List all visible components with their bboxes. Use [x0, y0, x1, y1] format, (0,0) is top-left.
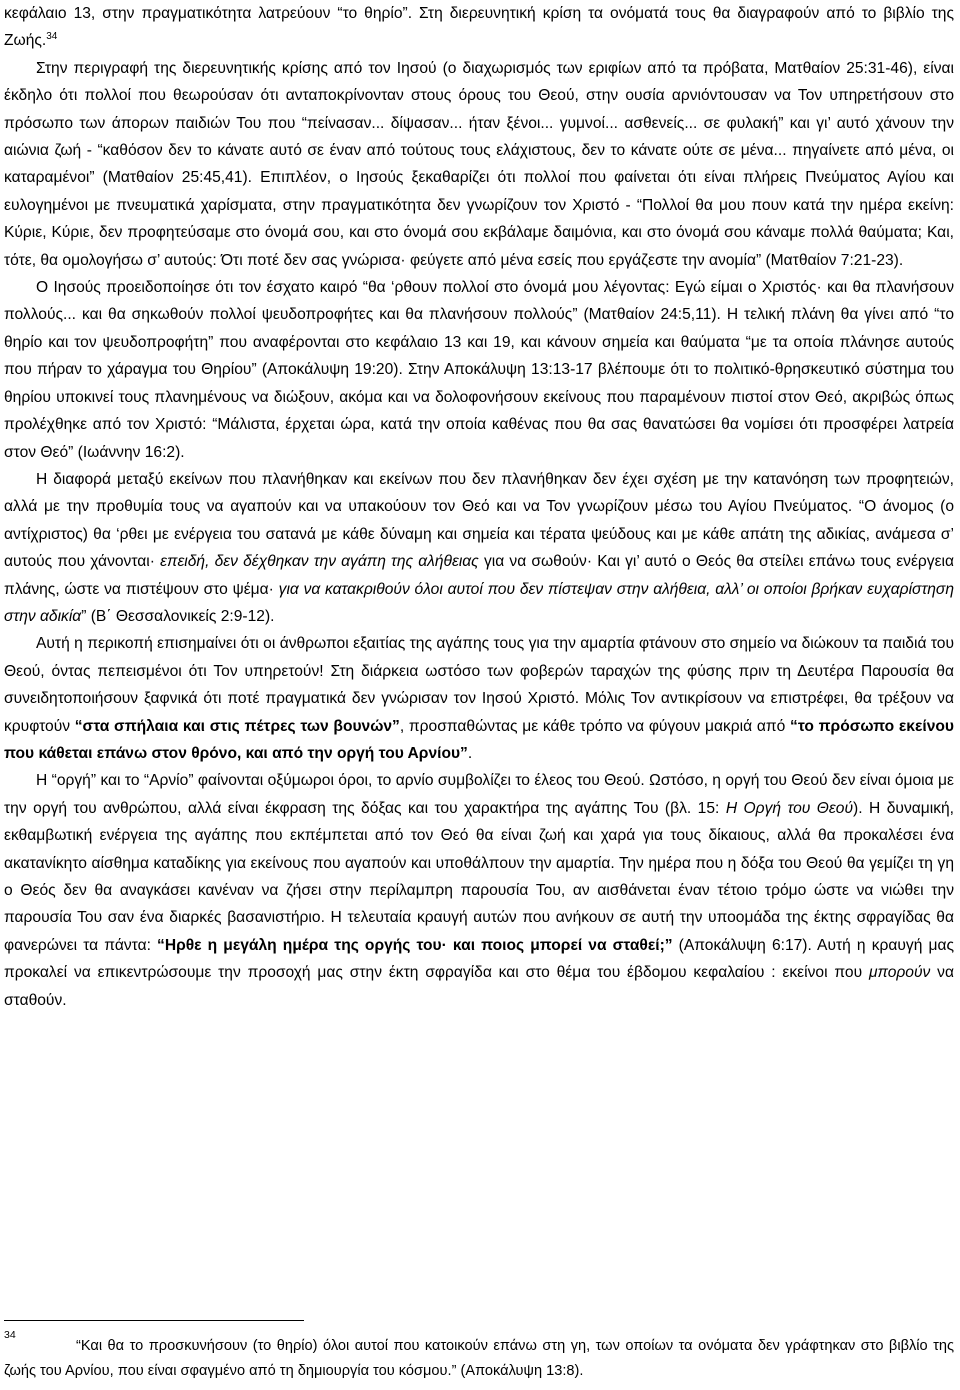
text-run: Η διαφορά μεταξύ εκείνων που πλανήθηκαν και εκείνων που δεν πλανήθηκαν δεν έχει σχέση με την κατανόηση των προφητειών, αλλά με την προθυμία τους να αγαπούν και να υπακούουν τον Θεό και να Τον γνωρίζουν μέσω του Αγίου Πνεύματος. “Ο άνομος (ο αντίχριστος) θα ‘ρθει με ενέργεια του σατανά με κάθε δύναμη και σημεία και τέρατα ψεύδους και με κάθε απάτη της αδικίας, ανάμεσα σ’ αυτούς που χάνονται·	[4, 470, 954, 571]
text-run: (Αποκάλυψη 6:17). Αυτή η κραυγή μας προκαλεί να επικεντρώσουμε την προσοχή μας στην έκτη σφραγίδα και στο θέμα του έβδομου κεφαλαίου : εκείνοι που	[4, 936, 954, 982]
text-run: να σταθούν.	[4, 964, 954, 1009]
text-run: .	[467, 744, 473, 762]
footnote	[4, 1328, 954, 1384]
italic-text: Η Οργή του Θεού	[725, 799, 854, 817]
italic-text: για να κατακριθούν όλοι αυτοί που δεν πίστεψαν στην αλήθεια, αλλ’ οι οποίοι βρήκαν ευχαρίστηση στην αδικία	[4, 580, 954, 625]
text-run: , προσπαθώντας με κάθε τρόπο να φύγουν μακριά από	[399, 717, 791, 735]
footnote-text: “Και θα το προσκυνήσουν (το θηρίο) όλοι αυτοί που κατοικούν επάνω στη γη, των οποίων τα ονόματα δεν γράφτηκαν στο βιβλίο της ζωής του Αρνίου, που είναι σφαγμένο από τη δημιουργία του κόσμου.” (Αποκάλυψη 13:8).	[4, 1338, 954, 1379]
text-run: Η “οργή” και το “Αρνίο” φαίνονται οξύμωροι όροι, το αρνίο συμβολίζει το έλεος του Θεού. Ωστόσο, η οργή του Θεού δεν είναι όμοια με την οργή του ανθρώπου, αλλά είναι έκφραση της δόξας και του χαρακτήρα της αγάπης Του (βλ. 15:	[4, 772, 954, 817]
paragraph	[4, 466, 954, 630]
text-run: Αυτή η περικοπή επισημαίνει ότι οι άνθρωποι εξαιτίας της αγάπης τους για την αμαρτία φτάνουν στο σημείο να διώκουν τα παιδιά του Θεού, όντας πεπεισμένοι ότι Τον υπηρετούν! Στη διάρκεια ωστόσο των φοβερών ταραχών της φύσης πριν τη Δευτέρα Παρουσία θα συνειδητοποιήσουν ξαφνικά ότι ποτέ πραγματικά δεν γνώρισαν τον Ιησού Χριστό. Μόλις Τον αντικρίσουν να επιστρέφει, θα τρέξουν να κρυφτούν	[4, 635, 954, 735]
text-run: για να σωθούν· Και γι’ αυτό ο Θεός θα στείλει επάνω τους ενέργεια πλάνης, ώστε να πιστέψουν στο ψέμα·	[4, 553, 954, 598]
bold-text: “το πρόσωπο εκείνου που κάθεται επάνω στον θρόνο, και από την οργή του Αρνίου”	[4, 717, 954, 762]
bold-text: “στα σπήλαια και στις πέτρες των βουνών”	[74, 717, 400, 735]
paragraph	[4, 767, 954, 1014]
text-run: ” (Β΄ Θεσσαλονικείς 2:9-12).	[81, 607, 275, 625]
footnote-reference: 34	[46, 31, 58, 43]
text-run: Στην περιγραφή της διερευνητικής κρίσης από τον Ιησού (ο διαχωρισμός των εριφίων από τα πρόβατα, Ματθαίον 25:31-46), είναι έκδηλο ότι πολλοί που θεωρούσαν ότι ανταποκρίνονταν στους όρους του Θεού, στην ουσία αρνιόντουσαν να Τον υπηρετήσουν στο πρόσωπο των άπορων παιδιών Του που “πείνασαν... δίψασαν... ήταν ξένοι... γυμνοί... ασθενείς... σε φυλακή” και γι’ αυτό χάνουν την αιώνια ζωή - “καθόσον δεν το κάνατε αυτό σε έναν από τούτους τους ελάχιστους, δεν το κάνατε ούτε σε μένα... πηγαίνετε από μένα, οι καταραμένοι” (Ματθαίον 25:45,41). Επιπλέον, ο Ιησούς ξεκαθαρίζει ότι πολλοί που φαίνεται ότι είναι πλήρεις Πνεύματος Αγίου και ευλογημένοι με πνευματικά χαρίσματα, στην πραγματικότητα δεν γνωρίζουν τον Χριστό - “Πολλοί θα μου πουν κατά την ημέρα εκείνη: Κύριε, Κύριε, δεν προφητεύσαμε στο όνομά σου, και στο όνομά σου εκβάλαμε δαιμόνια, και στο όνομά σου κάναμε πολλά θαύματα; Και, τότε, θα ομολογήσω σ’ αυτούς: Ότι ποτέ δεν σας γνώρισα· φεύγετε από μένα εσείς που εργάζεστε την ανομία” (Ματθαίον 7:21-23).	[4, 59, 954, 269]
text-run: κεφάλαιο 13, στην πραγματικότητα λατρεύουν “το θηρίο”. Στη διερευνητική κρίση τα ονόματά τους θα διαγραφούν από το βιβλίο της Ζωής.	[4, 5, 954, 50]
italic-text: μπορούν	[868, 964, 931, 982]
paragraph	[4, 55, 954, 274]
text-run: ). Η δυναμική, εκθαμβωτική ενέργεια της αγάπης που εκπέμπεται από τον Θεό θα είναι ζωή και χαρά για τους δίκαιους, αλλά θα προκαλέσει ένα ακατανίκητο αίσθημα καταδίκης για εκείνους που αγαπούν και υποθάλπουν την αμαρτία. Την ημέρα που η δόξα του Θεού θα γεμίζει τη γη ο Θεός δεν θα αναγκάσει κανέναν να ζήσει στην περίλαμπρη παρουσία Του, αν αισθάνεται έναν τέτοιο τρόμο ώστε να νιώθει την παρουσία Του σαν ένα διαρκές βασανιστήριο. Η τελευταία κραυγή αυτών που ανήκουν σε αυτή την υποομάδα της έκτης σφραγίδας θα φανερώνει τα πάντα:	[4, 799, 955, 954]
footnote-number: 34	[4, 1329, 16, 1341]
paragraph	[4, 0, 954, 55]
footnote-separator	[4, 1320, 304, 1321]
text-run: Ο Ιησούς προειδοποίησε ότι τον έσχατο καιρό “θα ‘ρθουν πολλοί στο όνομά μου λέγοντας: Εγώ είμαι ο Χριστός· και θα πλανήσουν πολλούς... και θα σηκωθούν πολλοί ψευδοπροφήτες και θα πλανήσουν πολλούς” (Ματθαίον 24:5,11). Η τελική πλάνη θα γίνει από “το θηρίο και τον ψευδοπροφήτη” που αναφέρονται στο κεφάλαιο 13 και 19, και κάνουν σημεία και θαύματα “με τα οποία πλάνησε αυτούς που πήραν το χάραγμα του Θηρίου” (Αποκάλυψη 19:20). Στην Αποκάλυψη 13:13-17 βλέπουμε ότι το πολιτικό-θρησκευτικό σύστημα του θηρίου υποκινεί τους πλανημένους να διώξουν, ακόμα και να δολοφονήσουν εκείνους που παραμένουν πιστοί στον Θεό, ακριβώς όπως προλέχθηκε από τον Χριστό: “Μάλιστα, έρχεται ώρα, κατά την οποία καθένας που θα σας θανατώσει θα νομίσει ότι προσφέρει λατρεία στον Θεό” (Ιωάννην 16:2).	[4, 279, 954, 461]
paragraph	[4, 274, 954, 466]
body-text	[4, 0, 954, 1014]
paragraph	[4, 630, 954, 767]
italic-text: επειδή, δεν δέχθηκαν την αγάπη της αλήθειας	[160, 553, 479, 571]
bold-text: “Ηρθε η μεγάλη ημέρα της οργής του· και ποιος μπορεί να σταθεί;”	[157, 936, 673, 954]
